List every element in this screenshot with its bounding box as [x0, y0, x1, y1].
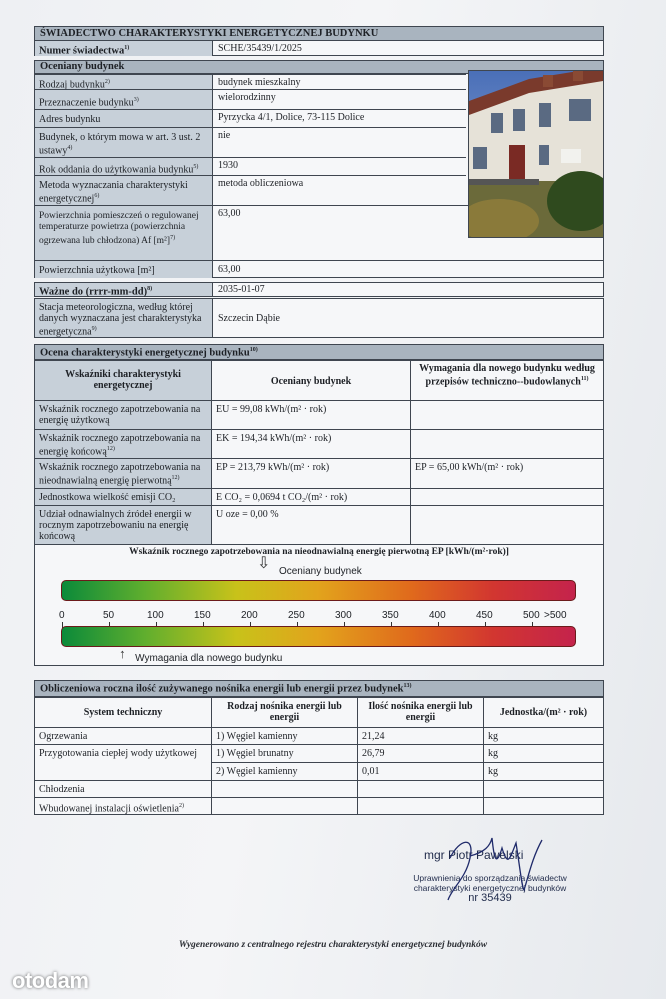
handwritten-signature	[430, 828, 560, 908]
heated-area-label: Powierzchnia pomieszczeń o regulowanej temperaturze powietrza (powierzchnia ogrzewana lub chłodzona) Af $[m^2]^{7)}$	[35, 206, 213, 260]
ep-scale-tick-label: 300	[335, 610, 352, 621]
signature-line-2: charakterystyki energetycznej budynków	[413, 883, 567, 893]
usable-area-value: 63,00	[218, 264, 241, 275]
required-arrow-icon: ↑	[119, 646, 126, 661]
building-art3-label: Budynek, o którym mowa w art. 3 ust. 2 ustawy$^{4)}$	[35, 128, 213, 157]
assessment-section	[34, 344, 604, 666]
heated-area-value: 63,00	[218, 208, 241, 219]
assessed-marker-label: Oceniany budynek	[278, 566, 362, 577]
ep-scale-bar-top	[61, 580, 576, 601]
assessed-building-header: Oceniany budynek	[35, 61, 603, 74]
signature-number: nr 35439	[468, 892, 512, 904]
building-purpose-value: wielorodzinny	[218, 92, 276, 103]
system-hot-water: Przygotowania ciepłej wody użytkowej	[35, 745, 212, 780]
eu-label: Wskaźnik rocznego zapotrzebowania na energię użytkową	[35, 401, 212, 429]
col-system: System techniczny	[35, 698, 212, 727]
co2-requirement	[411, 489, 603, 505]
ep-scale-tick-label: 450	[476, 610, 493, 621]
col-assessed: Oceniany budynek	[212, 361, 411, 400]
otodam-watermark-logo: otodam	[12, 968, 89, 993]
commissioning-year-label: Rok oddania do użytkowania budynku$^{5)}$	[35, 158, 213, 175]
ep-scale-tick-label: 200	[241, 610, 258, 621]
ep-scale-tick-label: >500	[544, 610, 567, 621]
method-label: Metoda wyznaczania charakterystyki energetycznej$^{6)}$	[35, 176, 213, 205]
co2-value: E CO₂ = 0,0694 t CO₂/(m² · rok)	[212, 489, 411, 505]
eu-value: EU = 99,08 kWh/(m² · rok)	[212, 401, 411, 429]
col-amount: Ilość nośnika energii lub energii	[358, 698, 484, 727]
carrier-cooling	[212, 781, 358, 797]
title-block	[34, 26, 604, 56]
oze-requirement	[411, 506, 603, 544]
carrier-hot-water-1: 1) Węgiel brunatny	[212, 745, 358, 763]
amount-lighting	[358, 798, 484, 815]
oze-label: Udział odnawialnych źródeł energii w rocznym zapotrzebowaniu na energię końcową	[35, 506, 212, 544]
ep-scale-tick-label: 0	[59, 610, 65, 621]
signature-name: mgr Piotr Pawelski	[424, 848, 524, 862]
signature-line-1: Uprawnienia do sporządzania świadectw	[413, 873, 567, 883]
unit-cooling	[484, 781, 603, 797]
cert-number-label: Numer świadectwa$^{1)}$	[35, 41, 213, 56]
amount-hot-water-2: 0,01	[358, 763, 484, 780]
carrier-heating: 1) Węgiel kamienny	[212, 728, 358, 744]
col-unit: Jednostka/(m² · rok)	[499, 707, 588, 718]
ek-value: EK = 194,34 kWh/(m² · rok)	[212, 430, 411, 458]
unit-hot-water-1: kg	[484, 745, 603, 763]
valid-until-value: 2035-01-07	[218, 284, 265, 295]
building-photo-image	[469, 71, 603, 237]
consumption-section	[34, 680, 604, 815]
weather-station-row	[34, 298, 604, 338]
amount-cooling	[358, 781, 484, 797]
system-heating: Ogrzewania	[35, 728, 212, 744]
system-lighting: Wbudowanej instalacji oświetlenia$^{2)}$	[35, 798, 212, 815]
usable-area-label: Powierzchnia użytkowa [m²]	[35, 261, 213, 278]
unit-hot-water-2: kg	[488, 766, 498, 777]
carrier-lighting	[212, 798, 358, 815]
ek-requirement	[411, 430, 603, 458]
building-art3-value: nie	[218, 130, 231, 141]
amount-hot-water-1: 26,79	[358, 745, 484, 763]
col-carrier: Rodzaj nośnika energii lub energii	[212, 698, 358, 727]
assessed-arrow-icon: ⇩	[256, 555, 271, 572]
ep-requirement: EP = 65,00 kWh/(m² · rok)	[415, 462, 524, 473]
required-marker-label: Wymagania dla nowego budynku	[135, 653, 283, 664]
cert-number-value: SCHE/35439/1/2025	[218, 43, 302, 54]
ep-scale-tick-label: 50	[103, 610, 115, 621]
ep-scale-tick-label: 150	[194, 610, 211, 621]
system-cooling: Chłodzenia	[35, 781, 212, 797]
building-address-label: Adres budynku	[35, 110, 213, 127]
building-purpose-label: Przeznaczenie budynku$^{3)}$	[35, 90, 213, 109]
ep-value: EP = 213,79 kWh/(m² · rok)	[212, 459, 411, 488]
assessment-header: Ocena charakterystyki energetycznej budynku$^{10)}$	[35, 345, 603, 360]
carrier-hot-water-2: 2) Węgiel kamienny	[212, 763, 358, 780]
ep-scale-title: Wskaźnik rocznego zapotrzebowania na nieodnawialną energię pierwotną EP [kWh/(m²·rok)]	[129, 547, 509, 557]
valid-until-label: Ważne do (rrrr-mm-dd)$^{8)}$	[35, 283, 213, 296]
valid-until-row	[34, 282, 604, 297]
co2-label: Jednostkowa wielkość emisji CO₂	[35, 489, 212, 505]
building-type-label: Rodzaj budynku$^{2)}$	[35, 75, 213, 89]
building-type-value: budynek mieszkalny	[218, 77, 301, 88]
method-value: metoda obliczeniowa	[218, 178, 304, 189]
weather-station-label: Stacja meteorologiczna, według której danych wyznaczana jest charakterystyka energetyczna$^{9)}$	[35, 299, 213, 337]
building-address-value: Pyrzycka 4/1, Dolice, 73-115 Dolice	[218, 112, 365, 123]
consumption-header: Obliczeniowa roczna ilość zużywanego nośnika energii lub energii przez budynek$^{13)}$	[35, 681, 603, 697]
ep-label: Wskaźnik rocznego zapotrzebowania na nieodnawialną energię pierwotną$^{12)}$	[35, 459, 212, 488]
col-indicators: Wskaźniki charakterystyki energetycznej	[35, 361, 212, 400]
ep-scale-tick-label: 500	[523, 610, 540, 621]
ep-scale-tick-label: 100	[147, 610, 164, 621]
certificate-title: ŚWIADECTWO CHARAKTERYSTYKI ENERGETYCZNEJ BUDYNKU	[35, 27, 603, 41]
building-photo	[468, 70, 604, 238]
eu-requirement	[411, 401, 603, 429]
unit-heating: kg	[488, 731, 498, 742]
oze-value: U oze = 0,00 %	[212, 506, 411, 544]
ep-scale-tick-label: 350	[382, 610, 399, 621]
amount-heating: 21,24	[358, 728, 484, 744]
ek-label: Wskaźnik rocznego zapotrzebowania na energię końcową$^{12)}$	[35, 430, 212, 458]
ep-scale-tick-label: 400	[429, 610, 446, 621]
ep-scale-tick-label: 250	[288, 610, 305, 621]
footer-note: Wygenerowano z centralnego rejestru charakterystyki energetycznej budynków	[178, 940, 488, 950]
commissioning-year-value: 1930	[218, 160, 238, 171]
weather-station-value: Szczecin Dąbie	[218, 313, 280, 324]
col-requirements: Wymagania dla nowego budynku według przepisów techniczno--budowlanych$^{11)}$	[419, 363, 595, 388]
ep-scale-bar-bottom	[61, 626, 576, 647]
unit-lighting	[484, 798, 603, 815]
